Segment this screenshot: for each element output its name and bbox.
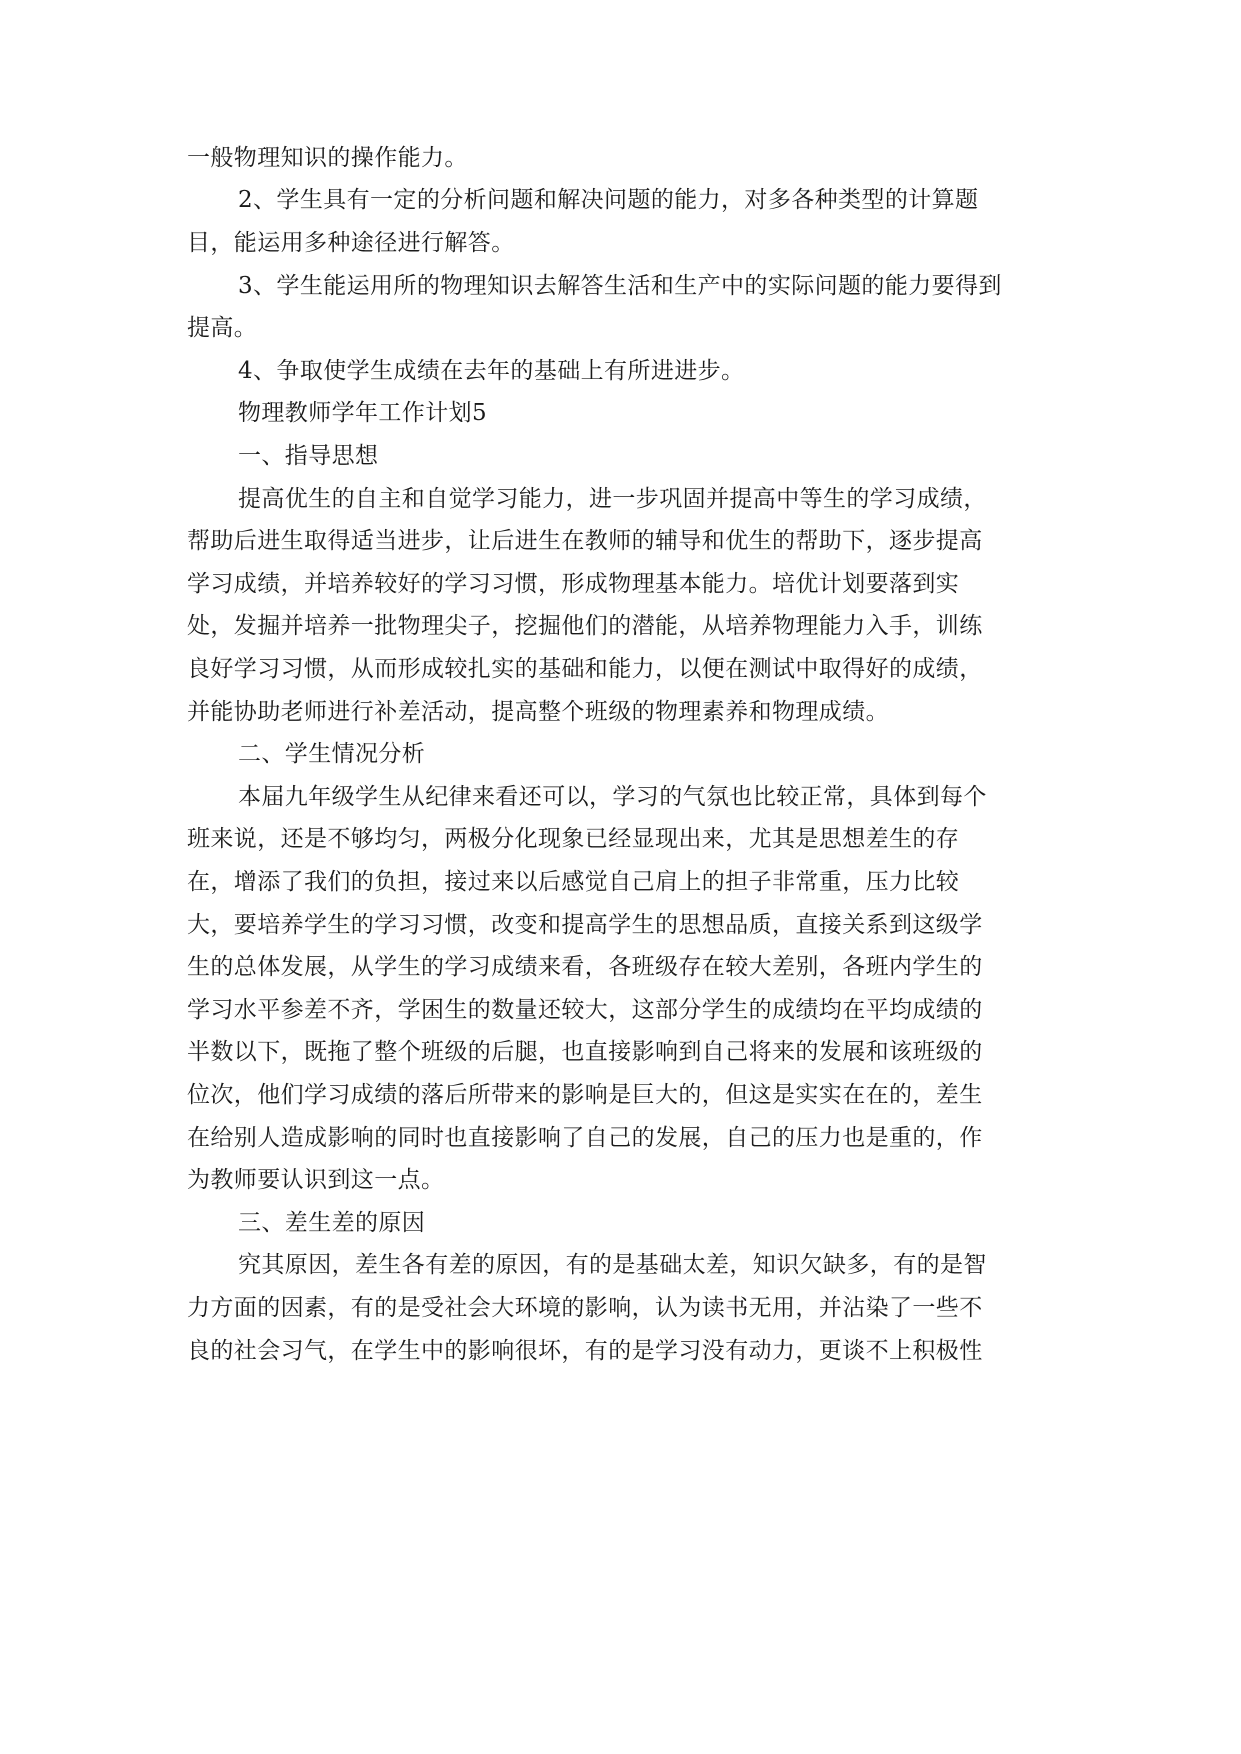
text-line: 半数以下，既拖了整个班级的后腿，也直接影响到自己将来的发展和该班级的 xyxy=(187,1039,983,1065)
heading: 二、学生情况分析 xyxy=(238,741,426,767)
text-line: 在，增添了我们的负担，接过来以后感觉自己肩上的担子非常重，压力比较 xyxy=(187,869,960,895)
text-line: 良好学习习惯，从而形成较扎实的基础和能力，以便在测试中取得好的成绩， xyxy=(187,656,983,682)
text-line: 大，要培养学生的学习习惯，改变和提高学生的思想品质，直接关系到这级学 xyxy=(187,912,983,938)
text-line: 生的总体发展，从学生的学习成绩来看，各班级存在较大差别，各班内学生的 xyxy=(187,954,983,980)
text-line: 并能协助老师进行补差活动，提高整个班级的物理素养和物理成绩。 xyxy=(187,699,889,725)
text-line: 提高。 xyxy=(187,315,258,341)
heading: 一、指导思想 xyxy=(238,443,379,469)
text-line: 目，能运用多种途径进行解答。 xyxy=(187,230,515,256)
text-line: 本届九年级学生从纪律来看还可以，学习的气氛也比较正常，具体到每个 xyxy=(238,784,987,810)
text-line: 在给别人造成影响的同时也直接影响了自己的发展，自己的压力也是重的，作 xyxy=(187,1125,983,1151)
text-line: 良的社会习气，在学生中的影响很坏，有的是学习没有动力，更谈不上积极性 xyxy=(187,1338,983,1364)
text-line: 为教师要认识到这一点。 xyxy=(187,1167,445,1193)
text-line: 3、学生能运用所的物理知识去解答生活和生产中的实际问题的能力要得到 xyxy=(238,273,1002,299)
text-line: 班来说，还是不够均匀，两极分化现象已经显现出来，尤其是思想差生的存 xyxy=(187,826,960,852)
section-title: 物理教师学年工作计划5 xyxy=(238,400,488,426)
text-line: 位次，他们学习成绩的落后所带来的影响是巨大的，但这是实实在在的，差生 xyxy=(187,1082,983,1108)
text-line: 力方面的因素，有的是受社会大环境的影响，认为读书无用，并沾染了一些不 xyxy=(187,1295,983,1321)
text-line: 处，发掘并培养一批物理尖子，挖掘他们的潜能，从培养物理能力入手，训练 xyxy=(187,613,983,639)
text-line: 提高优生的自主和自觉学习能力，进一步巩固并提高中等生的学习成绩， xyxy=(238,486,987,512)
heading: 三、差生差的原因 xyxy=(238,1210,426,1236)
text-line: 4、争取使学生成绩在去年的基础上有所进进步。 xyxy=(238,358,745,384)
text-line: 学习水平参差不齐，学困生的数量还较大，这部分学生的成绩均在平均成绩的 xyxy=(187,997,983,1023)
text-line: 一般物理知识的操作能力。 xyxy=(187,145,468,171)
text-line: 究其原因，差生各有差的原因，有的是基础太差，知识欠缺多，有的是智 xyxy=(238,1252,987,1278)
text-line: 帮助后进生取得适当进步，让后进生在教师的辅导和优生的帮助下，逐步提高 xyxy=(187,528,983,554)
text-line: 学习成绩，并培养较好的学习习惯，形成物理基本能力。培优计划要落到实 xyxy=(187,571,960,597)
text-line: 2、学生具有一定的分析问题和解决问题的能力，对多各种类型的计算题 xyxy=(238,187,979,213)
